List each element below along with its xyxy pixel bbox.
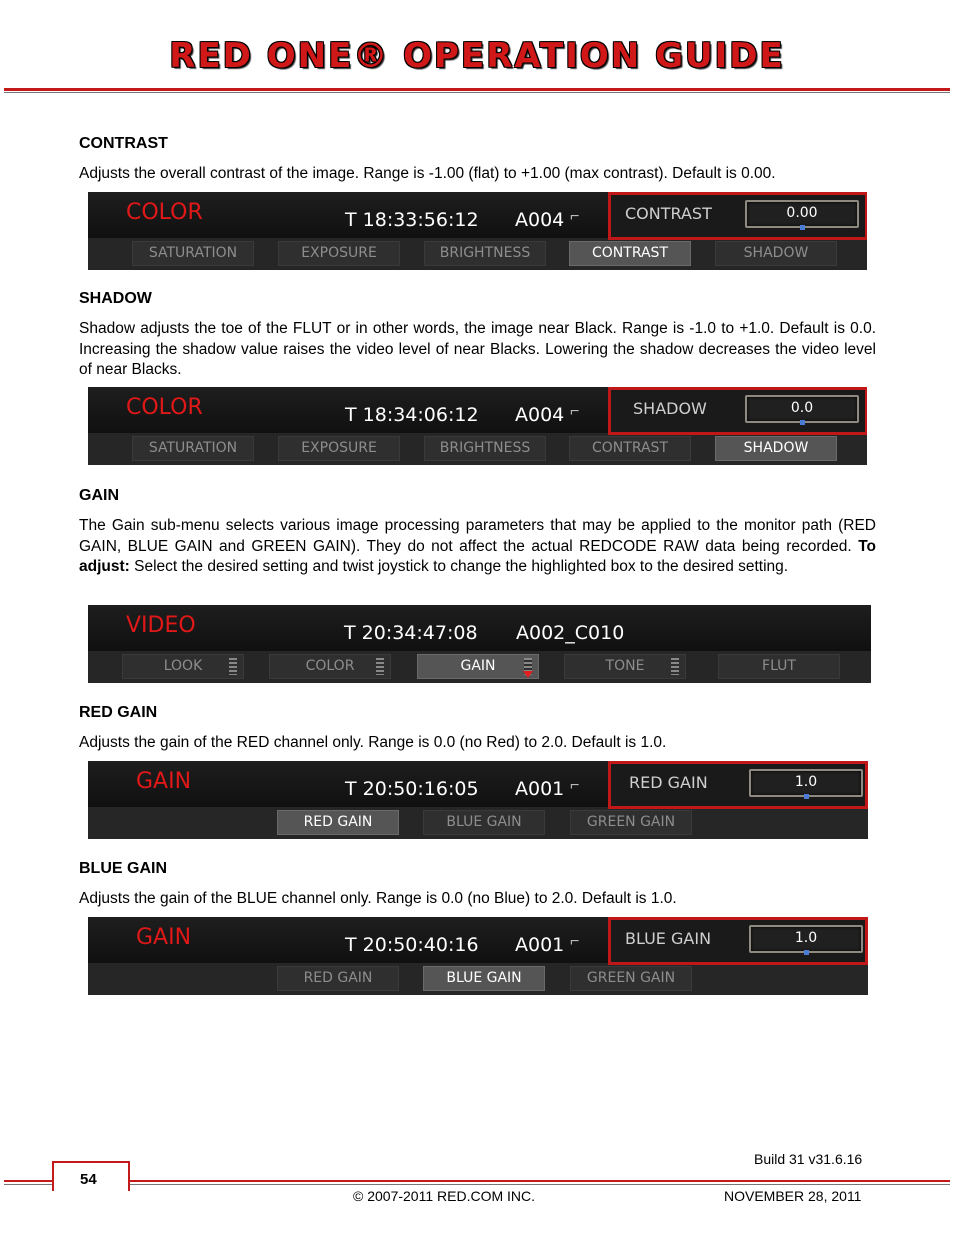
clip-name: A001 [515, 778, 565, 800]
tab-tone[interactable]: TONE [564, 654, 686, 679]
footer-rule [4, 1180, 950, 1182]
timecode: T 18:33:56:12 [345, 209, 479, 231]
document-title: RED ONE® OPERATION GUIDE [169, 36, 785, 76]
parameter-box[interactable] [608, 761, 868, 809]
header-rule-shadow [4, 92, 950, 93]
camera-panel-shadow [88, 387, 867, 465]
clip-name: A004 [515, 404, 565, 426]
timecode: T 18:34:06:12 [345, 404, 479, 426]
camera-panel-blue-gain [88, 917, 868, 995]
clip-name: A004 [515, 209, 565, 231]
section-title-blue-gain: BLUE GAIN [79, 860, 167, 877]
tab-brightness[interactable]: BRIGHTNESS [424, 241, 546, 266]
section-title-gain: GAIN [79, 487, 119, 504]
parameter-box[interactable] [608, 192, 867, 240]
tab-contrast[interactable]: CONTRAST [569, 436, 691, 461]
tab-exposure[interactable]: EXPOSURE [278, 436, 400, 461]
tab-contrast[interactable]: CONTRAST [569, 241, 691, 266]
tab-shadow[interactable]: SHADOW [715, 436, 837, 461]
section-title-contrast: CONTRAST [79, 135, 168, 152]
tab-color[interactable]: COLOR [269, 654, 391, 679]
slider-marker-icon [804, 794, 809, 799]
section-text-red-gain: Adjusts the gain of the RED channel only. Range is 0.0 (no Red) to 2.0. Default is 1.0. [79, 734, 667, 751]
record-indicator-icon: ⌐ [570, 208, 580, 225]
record-indicator-icon: ⌐ [570, 403, 580, 420]
build-version: Build 31 v31.6.16 [754, 1151, 863, 1167]
parameter-value[interactable]: 1.0 [749, 769, 863, 797]
camera-panel-red-gain [88, 761, 868, 839]
tab-look[interactable]: LOOK [122, 654, 244, 679]
record-indicator-icon: ⌐ [570, 777, 580, 794]
tab-red-gain[interactable]: RED GAIN [277, 810, 399, 835]
record-indicator-icon: ⌐ [570, 933, 580, 950]
to-adjust-label: To adjust: [79, 537, 876, 575]
scroll-arrows-icon [671, 658, 679, 675]
tab-brightness[interactable]: BRIGHTNESS [424, 436, 546, 461]
clip-name: A001 [515, 934, 565, 956]
section-title-shadow: SHADOW [79, 290, 152, 307]
footer-rule-shadow [4, 1184, 950, 1185]
menu-name: VIDEO [126, 613, 196, 638]
section-text-blue-gain: Adjusts the gain of the BLUE channel only. Range is 0.0 (no Blue) to 2.0. Default is 1.0. [79, 890, 677, 907]
tab-blue-gain[interactable]: BLUE GAIN [423, 966, 545, 991]
menu-name: COLOR [126, 200, 203, 225]
section-text-gain: The Gain sub-menu selects various image processing parameters that may be applied to the monitor path (RED GAIN, BLUE GAIN and GREEN GAIN). They do not affect the actual REDCODE RAW data being recorded. To adjust: Select the desired setting and twist joystick to change the highlighted box to the desired setting. [79, 517, 876, 575]
parameter-box[interactable] [608, 917, 868, 965]
camera-panel-video [88, 605, 871, 683]
publication-date: NOVEMBER 28, 2011 [724, 1188, 862, 1204]
tab-green-gain[interactable]: GREEN GAIN [570, 966, 692, 991]
tab-exposure[interactable]: EXPOSURE [278, 241, 400, 266]
page-number: 54 [80, 1171, 97, 1188]
copyright: © 2007-2011 RED.COM INC. [353, 1188, 536, 1204]
header-rule [4, 88, 950, 91]
scroll-arrows-icon [229, 658, 237, 675]
scroll-arrows-icon [376, 658, 384, 675]
section-title-red-gain: RED GAIN [79, 704, 158, 721]
timecode: T 20:50:16:05 [345, 778, 479, 800]
slider-marker-icon [800, 225, 805, 230]
tab-shadow[interactable]: SHADOW [715, 241, 837, 266]
menu-name: GAIN [136, 925, 192, 950]
timecode: T 20:50:40:16 [345, 934, 479, 956]
parameter-label: SHADOW [633, 399, 707, 418]
parameter-value[interactable]: 0.0 [745, 395, 859, 423]
tab-red-gain[interactable]: RED GAIN [277, 966, 399, 991]
tab-flut[interactable]: FLUT [718, 654, 840, 679]
parameter-label: BLUE GAIN [625, 929, 712, 948]
menu-name: COLOR [126, 395, 203, 420]
parameter-label: CONTRAST [625, 204, 712, 223]
clip-name: A002_C010 [516, 622, 625, 644]
parameter-value[interactable]: 1.0 [749, 925, 863, 953]
camera-panel-contrast [88, 192, 867, 270]
parameter-box[interactable] [608, 387, 867, 435]
parameter-label: RED GAIN [629, 773, 708, 792]
tab-gain[interactable]: GAIN [417, 654, 539, 679]
slider-marker-icon [800, 420, 805, 425]
parameter-value[interactable]: 0.00 [745, 200, 859, 228]
timecode: T 20:34:47:08 [344, 622, 478, 644]
section-text-contrast: Adjusts the overall contrast of the image. Range is -1.00 (flat) to +1.00 (max contrast). Default is 0.00. [79, 165, 776, 182]
scroll-arrows-icon [524, 658, 532, 675]
section-text-shadow: Shadow adjusts the toe of the FLUT or in other words, the image near Black. Range is -1.0 to +1.0. Default is 0.0. Increasing the shadow value raises the video level of near Blacks. Lowering the shadow decreases the video level of near Blacks. [79, 320, 876, 378]
menu-name: GAIN [136, 769, 192, 794]
slider-marker-icon [804, 950, 809, 955]
tab-saturation[interactable]: SATURATION [132, 436, 254, 461]
tab-blue-gain[interactable]: BLUE GAIN [423, 810, 545, 835]
tab-green-gain[interactable]: GREEN GAIN [570, 810, 692, 835]
tab-saturation[interactable]: SATURATION [132, 241, 254, 266]
